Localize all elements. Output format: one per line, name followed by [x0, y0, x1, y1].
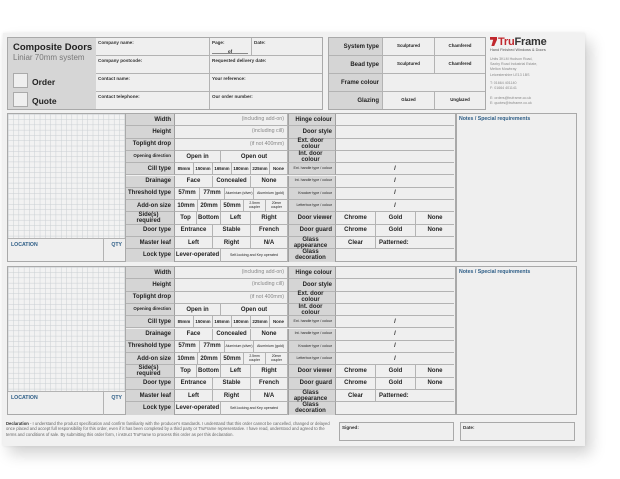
order-label: Order [32, 77, 56, 87]
contact-telephone-label: Contact telephone: [98, 94, 140, 99]
threshold-77mm[interactable]: 77mm [200, 188, 225, 200]
truframe-logo [490, 36, 547, 48]
phone-number: T: 01664 401140 [490, 81, 517, 85]
cill-225mm[interactable]: 225mm [251, 163, 270, 175]
header-fields [96, 38, 322, 109]
opening-open-in[interactable]: Open in [175, 304, 221, 316]
contact-name-label: Contact name: [98, 76, 130, 81]
door-guard-none[interactable]: None [416, 378, 454, 390]
int-handle-field[interactable]: / [336, 176, 454, 188]
opening-direction-label: Opening direction [126, 304, 175, 316]
height-label: Height [126, 279, 175, 291]
system-type-chamfered[interactable]: Chamfered [435, 38, 485, 56]
addon-20mm[interactable]: 20mm [198, 353, 221, 365]
glass-appearance-label: Glass appearance [288, 390, 336, 402]
location-qty-row [8, 238, 125, 261]
drainage-none[interactable]: None [251, 176, 288, 188]
signed-field[interactable] [339, 422, 454, 441]
glass-clear[interactable]: Clear [336, 390, 376, 402]
door-viewer-none[interactable]: None [416, 212, 454, 224]
logo-frame: Frame [514, 36, 547, 48]
requested-delivery-date-label: Requested delivery date: [212, 58, 267, 63]
side-right[interactable]: Right [251, 365, 288, 377]
form-title: Composite Doors [13, 42, 93, 53]
ext-handle-field[interactable]: / [336, 316, 454, 328]
int-door-colour-label: Int. door colour [288, 151, 336, 163]
qty-label: QTY [111, 242, 122, 248]
logo-mark-icon [490, 37, 497, 46]
form-subtitle: Liniar 70mm system [13, 53, 85, 62]
qty-label: QTY [111, 395, 122, 401]
form-header [7, 37, 323, 110]
door-style-field[interactable] [336, 279, 454, 291]
side-left[interactable]: Left [221, 365, 251, 377]
drainage-face[interactable]: Face [175, 329, 213, 341]
side-bottom[interactable]: Bottom [197, 365, 221, 377]
master-leaf-label: Master leaf [126, 237, 175, 249]
master-leaf-na[interactable]: N/A [251, 237, 288, 249]
side-right[interactable]: Right [251, 212, 288, 224]
contact-telephone-field[interactable] [96, 92, 210, 109]
threshold-aluminium-silver[interactable]: Aluminium (silver) [225, 341, 254, 353]
cill-type-label: Cill type [126, 163, 175, 175]
threshold-type-label: Threshold type [126, 188, 175, 200]
door-viewer-none[interactable]: None [416, 365, 454, 377]
company-postcode-label: Company postcode: [98, 58, 143, 63]
door-style-label: Door style [288, 126, 336, 138]
declaration [6, 421, 334, 437]
addon-2-5mm-coupler[interactable]: 2.5mm coupler [244, 353, 266, 365]
lock-type-label: Lock type [126, 402, 175, 414]
brand-phones [490, 81, 517, 91]
drainage-face[interactable]: Face [175, 176, 213, 188]
toplight-drop-label: Toplight drop [126, 139, 175, 151]
cill-165mm[interactable]: 165mm [213, 316, 232, 328]
cill-85mm[interactable]: 85mm [175, 163, 194, 175]
order-checkbox[interactable] [13, 73, 28, 88]
door-type-stable[interactable]: Stable [213, 225, 251, 237]
glass-decoration-field[interactable] [336, 249, 454, 261]
cill-150mm[interactable]: 150mm [194, 163, 213, 175]
sketch-area[interactable] [7, 113, 126, 262]
qty-field[interactable] [103, 392, 125, 415]
system-type-sculptured[interactable]: Sculptured [383, 38, 435, 56]
ext-door-colour-field[interactable] [336, 139, 454, 151]
threshold-57mm[interactable]: 57mm [175, 188, 200, 200]
sketch-area[interactable] [7, 266, 126, 415]
address-line-3: Melton Mowbray [490, 67, 517, 72]
address-line-1: Units 3KLM Hudson Road, [490, 57, 533, 61]
company-postcode-field[interactable] [96, 56, 210, 74]
glass-appearance-label: Glass appearance [288, 237, 336, 249]
opening-direction-label: Opening direction [126, 151, 175, 163]
door-viewer-label: Door viewer [288, 212, 336, 224]
form-title-panel [8, 38, 96, 109]
page-field[interactable] [210, 38, 252, 56]
bead-type-sculptured[interactable]: Sculptured [383, 56, 435, 74]
glass-clear[interactable]: Clear [336, 237, 376, 249]
address-line-4: Leicestershire LE13 1BS [490, 72, 530, 77]
requested-delivery-date-field[interactable] [210, 56, 322, 74]
side-bottom[interactable]: Bottom [197, 212, 221, 224]
addon-10mm[interactable]: 10mm [175, 200, 198, 212]
page-of-line [212, 49, 248, 54]
item-block [3, 266, 585, 416]
addon-2-5mm-coupler[interactable]: 2.5mm coupler [244, 200, 266, 212]
glazing-label: Glazing [329, 92, 383, 109]
master-leaf-label: Master leaf [126, 390, 175, 402]
door-style-label: Door style [288, 279, 336, 291]
your-reference-label: Your reference: [212, 76, 246, 81]
drainage-concealed[interactable]: Concealed [213, 329, 251, 341]
sketch-grid[interactable] [8, 114, 125, 238]
side-left[interactable]: Left [221, 212, 251, 224]
letterbox-label: Letterbox type / colour [288, 353, 336, 365]
ext-handle-label: Ext. handle type / colour [288, 163, 336, 175]
addon-50mm[interactable]: 50mm [221, 200, 244, 212]
location-qty-row [8, 391, 125, 414]
door-guard-none[interactable]: None [416, 225, 454, 237]
threshold-57mm[interactable]: 57mm [175, 341, 200, 353]
opening-open-in[interactable]: Open in [175, 151, 221, 163]
bead-type-chamfered[interactable]: Chamfered [435, 56, 485, 74]
drainage-label: Drainage [126, 329, 175, 341]
threshold-aluminium-gold[interactable]: Aluminium (gold) [254, 188, 288, 200]
cill-180mm[interactable]: 180mm [232, 316, 251, 328]
addon-size-label: Add-on size [126, 353, 175, 365]
brand-emails [490, 96, 532, 106]
door-type-stable[interactable]: Stable [213, 378, 251, 390]
brand-address [490, 57, 537, 78]
addon-10mm[interactable]: 10mm [175, 353, 198, 365]
toplight-drop-field[interactable]: (if not 400mm) [175, 139, 288, 151]
width-field[interactable]: (including add-on) [175, 114, 288, 126]
height-label: Height [126, 126, 175, 138]
width-field[interactable]: (including add-on) [175, 267, 288, 279]
brand-block [490, 36, 580, 112]
notes-area[interactable] [456, 113, 577, 262]
door-guard-label: Door guard [288, 378, 336, 390]
notes-area[interactable] [456, 266, 577, 415]
our-order-number-label: Our order number: [212, 94, 253, 99]
company-name-field[interactable] [96, 38, 210, 56]
drainage-label: Drainage [126, 176, 175, 188]
width-label: Width [126, 267, 175, 279]
lock-lever-operated[interactable]: Lever-operated [175, 402, 221, 414]
addon-50mm[interactable]: 50mm [221, 353, 244, 365]
glass-patterned-field[interactable]: Patterned: [376, 390, 454, 402]
door-type-label: Door type [126, 378, 175, 390]
cill-type-label: Cill type [126, 316, 175, 328]
door-guard-chrome[interactable]: Chrome [336, 378, 376, 390]
ext-door-colour-label: Ext. door colour [288, 292, 336, 304]
int-handle-label: Int. handle type / colour [288, 176, 336, 188]
quote-label: Quote [32, 96, 57, 106]
side-top[interactable]: Top [175, 212, 197, 224]
door-viewer-label: Door viewer [288, 365, 336, 377]
ext-door-colour-label: Ext. door colour [288, 139, 336, 151]
knocker-label: Knocker type / colour [288, 188, 336, 200]
opening-open-out[interactable]: Open out [221, 151, 288, 163]
order-form-sheet [3, 33, 585, 446]
door-type-label: Door type [126, 225, 175, 237]
footer-date-field[interactable] [460, 422, 575, 441]
footer-date-label: Date: [463, 425, 475, 430]
door-type-entrance[interactable]: Entrance [175, 378, 213, 390]
drainage-concealed[interactable]: Concealed [213, 176, 251, 188]
cill-150mm[interactable]: 150mm [194, 316, 213, 328]
your-reference-field[interactable] [210, 74, 322, 92]
int-handle-label: Int. handle type / colour [288, 329, 336, 341]
declaration-text: - I understand the product specification and confirm familiarity with the producer's standards. I understand that this order cannot be cancelled, changed or delayed once placed and accept full responsibility for this order, even if it has been completed by a third party or TruFrame representative. I have read, understood and agreed to the terms and conditions of sale. By submitting this order form, I instruct TruFrame to process this order as per this declaration. [6, 421, 330, 437]
door-guard-label: Door guard [288, 225, 336, 237]
glass-patterned-field[interactable]: Patterned: [376, 237, 454, 249]
master-leaf-right[interactable]: Right [213, 237, 251, 249]
door-guard-gold[interactable]: Gold [376, 225, 416, 237]
height-field[interactable]: (including cill) [175, 126, 288, 138]
declaration-title: Declaration [6, 421, 29, 426]
date-field[interactable] [252, 38, 322, 56]
date-label: Date: [254, 40, 266, 45]
notes-label: Notes / Special requirements [459, 269, 531, 275]
cill-none[interactable]: None [270, 163, 288, 175]
lock-self-locking-key[interactable]: Self-locking and Key operated [221, 249, 288, 261]
hinge-colour-field[interactable] [336, 114, 454, 126]
drainage-none[interactable]: None [251, 329, 288, 341]
door-style-field[interactable] [336, 126, 454, 138]
door-guard-chrome[interactable]: Chrome [336, 225, 376, 237]
lock-lever-operated[interactable]: Lever-operated [175, 249, 221, 261]
contact-name-field[interactable] [96, 74, 210, 92]
door-viewer-gold[interactable]: Gold [376, 212, 416, 224]
glazing-unglazed[interactable]: Unglazed [450, 97, 470, 103]
cill-225mm[interactable]: 225mm [251, 316, 270, 328]
sides-required-label: Side(s) required [126, 365, 175, 377]
door-viewer-chrome[interactable]: Chrome [336, 212, 376, 224]
knocker-label: Knocker type / colour [288, 341, 336, 353]
system-type-label: System type [329, 38, 383, 56]
int-handle-field[interactable]: / [336, 329, 454, 341]
frame-colour-field[interactable] [383, 74, 485, 92]
addon-20mm-coupler[interactable]: 20mm coupler [266, 200, 288, 212]
knocker-field[interactable]: / [336, 341, 454, 353]
ext-handle-field[interactable]: / [336, 163, 454, 175]
glazing-glazed[interactable]: Glazed [383, 92, 435, 109]
threshold-77mm[interactable]: 77mm [200, 341, 225, 353]
signed-label: Signed: [342, 425, 359, 430]
master-leaf-left[interactable]: Left [175, 237, 213, 249]
page-of-label: of [227, 49, 233, 54]
master-leaf-right[interactable]: Right [213, 390, 251, 402]
addon-20mm[interactable]: 20mm [198, 200, 221, 212]
addon-20mm-coupler[interactable]: 20mm coupler [266, 353, 288, 365]
cill-none[interactable]: None [270, 316, 288, 328]
toplight-drop-field[interactable]: (if not 400mm) [175, 292, 288, 304]
door-type-french[interactable]: French [251, 378, 288, 390]
orders-email[interactable]: E: orders@truframe.co.uk [490, 96, 532, 100]
door-type-entrance[interactable]: Entrance [175, 225, 213, 237]
frame-colour-label: Frame colour [329, 74, 383, 92]
lock-self-locking-key[interactable]: Self-locking and Key operated [221, 402, 288, 414]
company-name-label: Company name: [98, 40, 134, 45]
quotes-email[interactable]: E: quotes@truframe.co.uk [490, 101, 532, 106]
ext-door-colour-field[interactable] [336, 292, 454, 304]
sketch-grid[interactable] [8, 267, 125, 391]
address-line-2: Saxby Road Industrial Estate, [490, 62, 538, 67]
location-label: LOCATION [11, 242, 38, 248]
page-label: Page: [212, 40, 225, 45]
our-order-number-field[interactable] [210, 92, 322, 109]
item-block [3, 113, 585, 263]
int-door-colour-field[interactable] [336, 151, 454, 163]
addon-size-label: Add-on size [126, 200, 175, 212]
qty-field[interactable] [103, 239, 125, 262]
spec-table [126, 113, 456, 262]
threshold-aluminium-silver[interactable]: Aluminium (silver) [225, 188, 254, 200]
glass-decoration-field[interactable] [336, 402, 454, 414]
knocker-field[interactable]: / [336, 188, 454, 200]
fax-number: F: 01664 401141 [490, 86, 517, 91]
threshold-aluminium-gold[interactable]: Aluminium (gold) [254, 341, 288, 353]
cill-180mm[interactable]: 180mm [232, 163, 251, 175]
cill-85mm[interactable]: 85mm [175, 316, 194, 328]
brand-tagline: Hand Finished Windows & Doors [490, 48, 546, 52]
door-viewer-gold[interactable]: Gold [376, 365, 416, 377]
location-label: LOCATION [11, 395, 38, 401]
spec-table [126, 266, 456, 415]
int-door-colour-field[interactable] [336, 304, 454, 316]
door-type-french[interactable]: French [251, 225, 288, 237]
cill-165mm[interactable]: 165mm [213, 163, 232, 175]
master-leaf-left[interactable]: Left [175, 390, 213, 402]
glass-decoration-label: Glass decoration [288, 402, 336, 414]
width-label: Width [126, 114, 175, 126]
hinge-colour-label: Hinge colour [288, 114, 336, 126]
system-options [328, 37, 486, 110]
int-door-colour-label: Int. door colour [288, 304, 336, 316]
master-leaf-na[interactable]: N/A [251, 390, 288, 402]
letterbox-field[interactable]: / [336, 353, 454, 365]
hinge-colour-label: Hinge colour [288, 267, 336, 279]
notes-label: Notes / Special requirements [459, 116, 531, 122]
side-top[interactable]: Top [175, 365, 197, 377]
bead-type-label: Bead type [329, 56, 383, 74]
logo-tru: Tru [498, 36, 515, 48]
glass-decoration-label: Glass decoration [288, 249, 336, 261]
letterbox-label: Letterbox type / colour [288, 200, 336, 212]
door-guard-gold[interactable]: Gold [376, 378, 416, 390]
height-field[interactable]: (including cill) [175, 279, 288, 291]
sides-required-label: Side(s) required [126, 212, 175, 224]
toplight-drop-label: Toplight drop [126, 292, 175, 304]
ext-handle-label: Ext. handle type / colour [288, 316, 336, 328]
threshold-type-label: Threshold type [126, 341, 175, 353]
letterbox-field[interactable]: / [336, 200, 454, 212]
opening-open-out[interactable]: Open out [221, 304, 288, 316]
lock-type-label: Lock type [126, 249, 175, 261]
quote-checkbox[interactable] [13, 92, 28, 107]
hinge-colour-field[interactable] [336, 267, 454, 279]
door-viewer-chrome[interactable]: Chrome [336, 365, 376, 377]
